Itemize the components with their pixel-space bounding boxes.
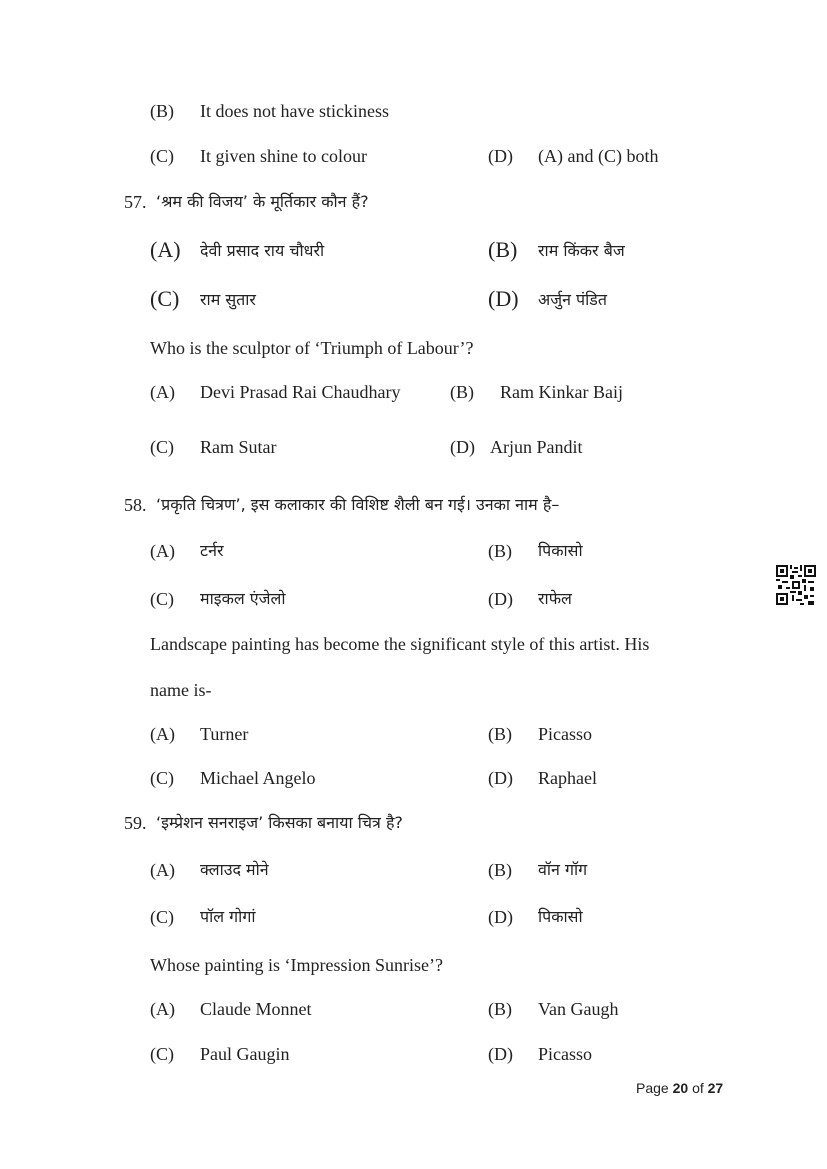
page-current: 20 xyxy=(672,1080,689,1096)
option-label: (A) xyxy=(150,860,175,880)
option-text: It does not have stickiness xyxy=(200,101,389,121)
option-text-hindi: माइकल एंजेलो xyxy=(200,589,286,608)
option-label: (C) xyxy=(150,1044,174,1064)
option-label: (B) xyxy=(488,541,512,561)
question-number: 57. xyxy=(124,192,147,212)
option-label: (B) xyxy=(488,860,512,880)
option-text: Raphael xyxy=(538,768,597,788)
option-text-hindi: पॉल गोगां xyxy=(200,907,256,926)
option-label: (D) xyxy=(488,1044,513,1064)
option-label: (C) xyxy=(150,768,174,788)
option-label: (C) xyxy=(150,286,180,311)
option-text-hindi: राम किंकर बैज xyxy=(538,241,625,260)
option-label: (C) xyxy=(150,907,174,927)
option-text: Arjun Pandit xyxy=(490,437,583,457)
question-hindi: ‘श्रम की विजय’ के मूर्तिकार कौन हैं? xyxy=(156,192,369,211)
option-text: (A) and (C) both xyxy=(538,146,659,166)
option-text: Turner xyxy=(200,724,249,744)
page-footer xyxy=(636,1080,723,1096)
option-label: (A) xyxy=(150,237,181,262)
option-text-hindi: राफेल xyxy=(538,589,572,608)
option-text-hindi: क्लाउद मोने xyxy=(200,860,269,879)
option-text-hindi: वॉन गॉग xyxy=(538,860,588,879)
option-label: (A) xyxy=(150,724,175,744)
option-text: Ram Kinkar Baij xyxy=(500,382,623,402)
option-text: Michael Angelo xyxy=(200,768,316,788)
option-text: Picasso xyxy=(538,724,592,744)
option-label: (B) xyxy=(450,382,474,402)
option-label: (B) xyxy=(150,101,174,121)
option-label: (D) xyxy=(488,146,513,166)
question-english: Whose painting is ‘Impression Sunrise’? xyxy=(150,955,443,975)
question-english: Landscape painting has become the significant style of this artist. His xyxy=(150,634,650,654)
option-text: Van Gaugh xyxy=(538,999,619,1019)
option-text-hindi: पिकासो xyxy=(538,907,583,926)
option-label: (C) xyxy=(150,146,174,166)
option-label: (C) xyxy=(150,589,174,609)
question-hindi: ‘प्रकृति चित्रण’, इस कलाकार की विशिष्ट शैली बन गई। उनका नाम है– xyxy=(156,495,560,514)
page-word: Page xyxy=(636,1080,669,1096)
option-text: Paul Gaugin xyxy=(200,1044,290,1064)
option-text: Devi Prasad Rai Chaudhary xyxy=(200,382,401,402)
question-number: 58. xyxy=(124,495,147,515)
option-label: (A) xyxy=(150,382,175,402)
option-text-hindi: राम सुतार xyxy=(200,290,256,309)
option-label: (D) xyxy=(488,907,513,927)
option-label: (A) xyxy=(150,999,175,1019)
option-text-hindi: पिकासो xyxy=(538,541,583,560)
option-label: (C) xyxy=(150,437,174,457)
option-text: Picasso xyxy=(538,1044,592,1064)
qr-code-icon xyxy=(776,565,816,605)
option-text-hindi: देवी प्रसाद राय चौधरी xyxy=(200,241,325,260)
option-label: (B) xyxy=(488,724,512,744)
of-word: of xyxy=(692,1080,704,1096)
option-label: (D) xyxy=(488,589,513,609)
option-label: (B) xyxy=(488,999,512,1019)
question-hindi: ‘इम्प्रेशन सनराइज’ किसका बनाया चित्र है? xyxy=(156,813,403,832)
option-label: (D) xyxy=(488,286,519,311)
option-text-hindi: अर्जुन पंडित xyxy=(538,290,607,309)
question-english: Who is the sculptor of ‘Triumph of Labour’? xyxy=(150,338,474,358)
page-total: 27 xyxy=(707,1080,724,1096)
option-label: (D) xyxy=(488,768,513,788)
option-text-hindi: टर्नर xyxy=(200,541,224,560)
option-text: Ram Sutar xyxy=(200,437,277,457)
option-label: (B) xyxy=(488,237,518,262)
option-label: (A) xyxy=(150,541,175,561)
option-text: Claude Monnet xyxy=(200,999,312,1019)
option-text: It given shine to colour xyxy=(200,146,367,166)
question-number: 59. xyxy=(124,813,147,833)
option-label: (D) xyxy=(450,437,475,457)
question-english-cont: name is- xyxy=(150,680,212,700)
